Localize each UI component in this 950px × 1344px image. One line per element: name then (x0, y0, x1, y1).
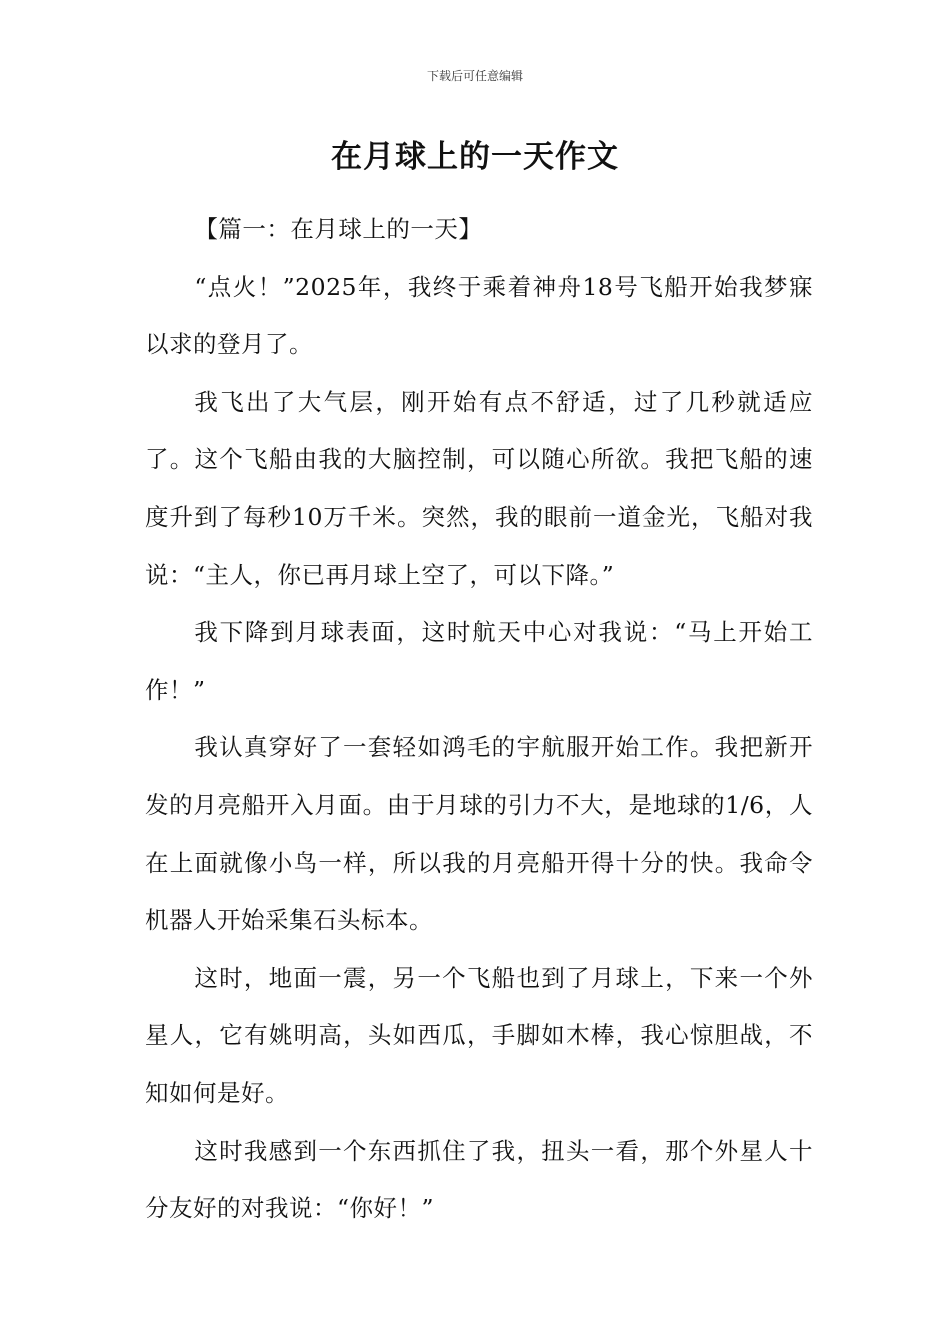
document-body (145, 201, 813, 1238)
section-heading: 【篇一：在月球上的一天】 (194, 215, 483, 243)
page-title: 在月球上的一天作文 (331, 139, 619, 175)
paragraph: 我飞出了大气层，刚开始有点不舒适，过了几秒就适应了。这个飞船由我的大脑控制，可以随心所欲。我把飞船的速度升到了每秒10万千米。突然，我的眼前一道金光，飞船对我说：“主人，你已再月球上空了，可以下降。” (145, 387, 813, 589)
paragraph: 这时，地面一震，另一个飞船也到了月球上，下来一个外星人，它有姚明高，头如西瓜，手脚如木棒，我心惊胆战，不知如何是好。 (145, 963, 813, 1107)
paragraph: “点火！”2025年，我终于乘着神舟18号飞船开始我梦寐以求的登月了。 (145, 272, 813, 359)
paragraph: 我下降到月球表面，这时航天中心对我说：“马上开始工作！” (145, 618, 813, 704)
paragraph: 我认真穿好了一套轻如鸿毛的宇航服开始工作。我把新开发的月亮船开入月面。由于月球的引力不大，是地球的1/6，人在上面就像小鸟一样，所以我的月亮船开得十分的快。我命令机器人开始采集石头标本。 (145, 733, 813, 935)
header-note: 下载后可任意编辑 (426, 69, 523, 83)
paragraph: 这时我感到一个东西抓住了我，扭头一看，那个外星人十分友好的对我说：“你好！” (145, 1136, 813, 1223)
